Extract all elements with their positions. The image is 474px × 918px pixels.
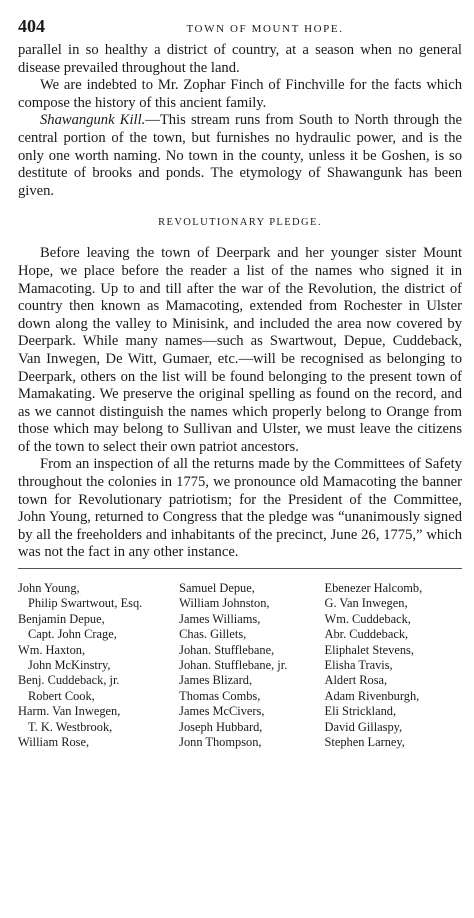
- page-number: 404: [18, 16, 45, 36]
- signers-column-1: [18, 581, 175, 750]
- signer-name: G. Van Inwegen,: [324, 596, 408, 611]
- signer-name: Benjamin Depue,: [18, 611, 105, 626]
- signer-name: Wm. Cuddeback,: [324, 611, 411, 626]
- paragraph-3: [18, 112, 462, 200]
- signer-name: Capt. John Crage,: [28, 627, 117, 642]
- signer-name: Johan. Stufflebane,: [179, 642, 275, 657]
- paragraph-3-lead: Shawangunk Kill.: [40, 112, 146, 129]
- signer-name: John McKinstry,: [28, 658, 111, 673]
- paragraph-2: We are indebted to Mr. Zophar Finch of Finchville for the facts which compose the history of this ancient family.: [18, 77, 462, 111]
- signer-name: Joseph Hubbard,: [179, 719, 263, 734]
- signer-name: Philip Swartwout, Esq.: [28, 596, 143, 611]
- signer-name: Jonn Thompson,: [179, 735, 262, 750]
- signer-name: Elisha Travis,: [324, 658, 393, 673]
- page-header: [18, 16, 462, 42]
- signer-name: James Blizard,: [179, 673, 253, 688]
- signer-name: John Young,: [18, 581, 80, 596]
- signer-name: Johan. Stufflebane, jr.: [179, 658, 288, 673]
- paragraph-3-body: —This stream runs from South to North through the central portion of the town, but furnishes no hydraulic power, and is the only one worth naming. No town in the county, unless it be Goshen, is so destitute of brooks and ponds. The etymology of Shawangunk has been given.: [18, 112, 462, 199]
- signer-name: Eliphalet Stevens,: [324, 642, 414, 657]
- signer-name: Aldert Rosa,: [324, 673, 388, 688]
- signer-name: William Johnston,: [179, 596, 270, 611]
- running-title: TOWN OF MOUNT HOPE.: [186, 23, 344, 35]
- signer-name: Thomas Combs,: [179, 688, 261, 703]
- signers-column-3: [323, 581, 462, 750]
- signer-name: Samuel Depue,: [179, 581, 255, 596]
- signer-name: Eli Strickland,: [324, 704, 397, 719]
- signers-list: [18, 581, 462, 750]
- signer-name: James Williams,: [179, 611, 261, 626]
- signer-name: David Gillaspy,: [324, 719, 403, 734]
- paragraph-5: From an inspection of all the returns made by the Committees of Safety throughout the colonies in 1775, we pronounce old Mamacoting the banner town for Revolutionary patriotism; for the President of the Committee, John Young, returned to Congress that the pledge was “unanimously signed by all the freeholders and inhabitants of the precinct, June 26, 1775,” which was not the fact in any other instance.: [18, 456, 462, 561]
- section-title: REVOLUTIONARY PLEDGE.: [158, 217, 322, 229]
- divider: [18, 568, 462, 569]
- paragraph-1: parallel in so healthy a district of country, at a season when no general disease prevailed throughout the land.: [18, 42, 462, 76]
- signer-name: T. K. Westbrook,: [28, 719, 113, 734]
- paragraph-4: Before leaving the town of Deerpark and her younger sister Mount Hope, we place before the reader a list of the names who signed it in Mamacoting. Up to and till after the war of the Revolution, the district of country then known as Mamacoting, extended from Rochester in Ulster down along the valley to Minisink, and included the area now covered by Deerpark. While many names—such as Swartwout, Depue, Cuddeback, Van Inwegen, De Witt, Gumaer, etc.—will be recognised as belonging to Deerpark, others on the list will be found belonging to the present town of Mamakating. We preserve the original spelling as found on the record, and as we cannot distinguish the names which properly belong to Orange from those which may belong to Sullivan and Ulster, we must leave the citizens of the town to select their own patriot ancestors.: [18, 245, 462, 455]
- signer-name: Benj. Cuddeback, jr.: [18, 673, 120, 688]
- signer-name: Robert Cook,: [28, 688, 95, 703]
- signer-name: Harm. Van Inwegen,: [18, 704, 121, 719]
- signer-name: Adam Rivenburgh,: [324, 688, 420, 703]
- signers-column-2: [175, 581, 322, 750]
- signer-name: Ebenezer Halcomb,: [324, 581, 423, 596]
- signer-name: James McCivers,: [179, 704, 265, 719]
- signer-name: Abr. Cuddeback,: [324, 627, 409, 642]
- signer-name: Chas. Gillets,: [179, 627, 247, 642]
- signer-name: William Rose,: [18, 735, 90, 750]
- signer-name: Wm. Haxton,: [18, 642, 86, 657]
- signer-name: Stephen Larney,: [324, 735, 405, 750]
